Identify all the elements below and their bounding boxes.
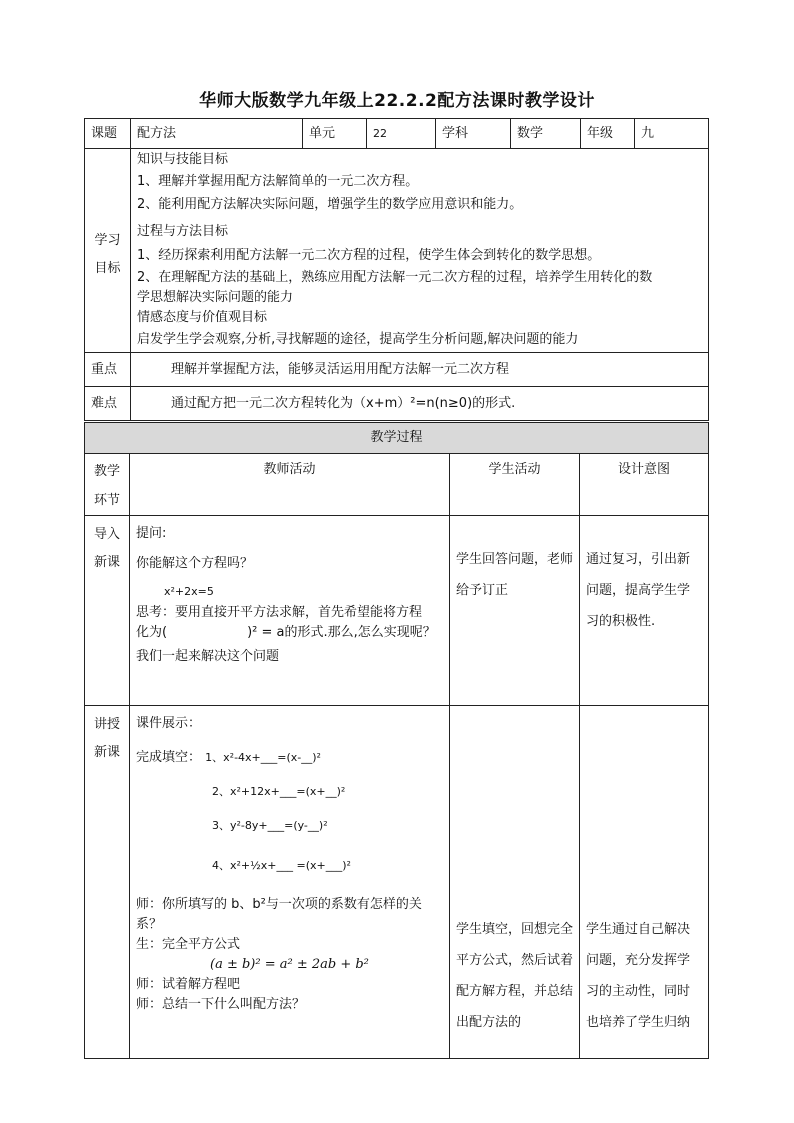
lecture-design-intent: 学生通过自己解决问题，充分发挥学习的主动性，同时也培养了学生归纳 [580,706,709,1059]
key-point-text: 理解并掌握配方法，能够灵活运用用配方法解一元二次方程 [131,353,709,387]
fill-item: 4、x²+½x+___ =(x+___)² [212,859,351,872]
fill-row-1: 完成填空： 1、x²-4x+___=(x-__)² [136,750,321,765]
col-teacher-header: 教师活动 [130,454,450,516]
equation: x²+2x=5 [164,585,214,598]
objective-line: 1、经历探索利用配方法解一元二次方程的过程，使学生体会到转化的数学思想。 [137,248,601,263]
intro-stage: 导入 新课 [85,516,130,706]
ask-label: 提问: [136,526,167,541]
fill-item: 1、x²-4x+___=(x-__)² [205,751,321,764]
together-text: 我们一起来解决这个问题 [136,649,280,664]
course-label: 课题 [85,119,131,149]
teacher-line-2: 师：试着解方程吧 [136,977,241,992]
think-line-1: 思考：要用直接开平方法求解，首先希望能将方程 [136,605,423,620]
objectives-label: 学习 目标 [85,149,131,353]
objective-line: 2、在理解配方法的基础上，熟练应用配方法解一元二次方程的过程，培养学生用转化的数 [137,270,653,285]
lecture-stage: 讲授 新课 [85,706,130,1059]
teaching-process-table [84,422,709,1059]
fill-item: 2、x²+12x+___=(x+__)² [212,785,346,798]
subject-label: 学科 [436,119,511,149]
col-student-header: 学生活动 [450,454,580,516]
key-point-label: 重点 [85,353,131,387]
intro-teacher-activity [130,516,450,706]
objective-line: 情感态度与价值观目标 [137,310,268,325]
formula: (a ± b)² = a² ± 2ab + b² [210,957,369,972]
objectives-content [131,149,709,353]
subject-value: 数学 [511,119,581,149]
objective-line: 启发学生学会观察,分析,寻找解题的途径，提高学生分析问题,解决问题的能力 [137,332,579,347]
question-text: 你能解这个方程吗？ [136,556,254,571]
objective-line: 过程与方法目标 [137,224,229,239]
grade-label: 年级 [581,119,635,149]
lesson-info-table [84,118,709,421]
unit-label: 单元 [303,119,367,149]
courseware-label: 课件展示： [136,716,202,731]
col-stage-header: 教学 环节 [85,454,130,516]
objective-line: 知识与技能目标 [137,152,229,167]
objective-line: 学思想解决实际问题的能力 [137,290,294,305]
difficulty-label: 难点 [85,387,131,421]
intro-student-activity: 学生回答问题，老师给予订正 [450,516,580,706]
teacher-line-3: 师：总结一下什么叫配方法？ [136,997,306,1012]
objective-line: 1、理解并掌握用配方法解简单的一元二次方程。 [137,174,419,189]
lecture-teacher-activity [130,706,450,1059]
teacher-question: 师：你所填写的 b、b²与一次项的系数有怎样的关系？ [136,897,422,932]
objective-line: 2、能利用配方法解决实际问题，增强学生的数学应用意识和能力。 [137,197,523,212]
col-design-header: 设计意图 [580,454,709,516]
difficulty-text: 通过配方把一元二次方程转化为（x+m）²=n(n≥0)的形式. [131,387,709,421]
lecture-student-activity: 学生填空，回想完全平方公式，然后试着配方解方程，并总结出配方法的 [450,706,580,1059]
fill-item: 3、y²-8y+___=(y-__)² [212,819,328,832]
student-answer: 生：完全平方公式 [136,937,241,952]
unit-value: 22 [367,119,436,149]
intro-design-intent: 通过复习，引出新问题，提高学生学习的积极性. [580,516,709,706]
grade-value: 九 [635,119,709,149]
page-title: 华师大版数学九年级上22.2.2配方法课时教学设计 [199,91,595,111]
course-value: 配方法 [131,119,303,149]
think-line-2: 化为( )² = a的形式.那么,怎么实现呢？ [136,625,436,640]
process-heading: 教学过程 [85,423,709,454]
